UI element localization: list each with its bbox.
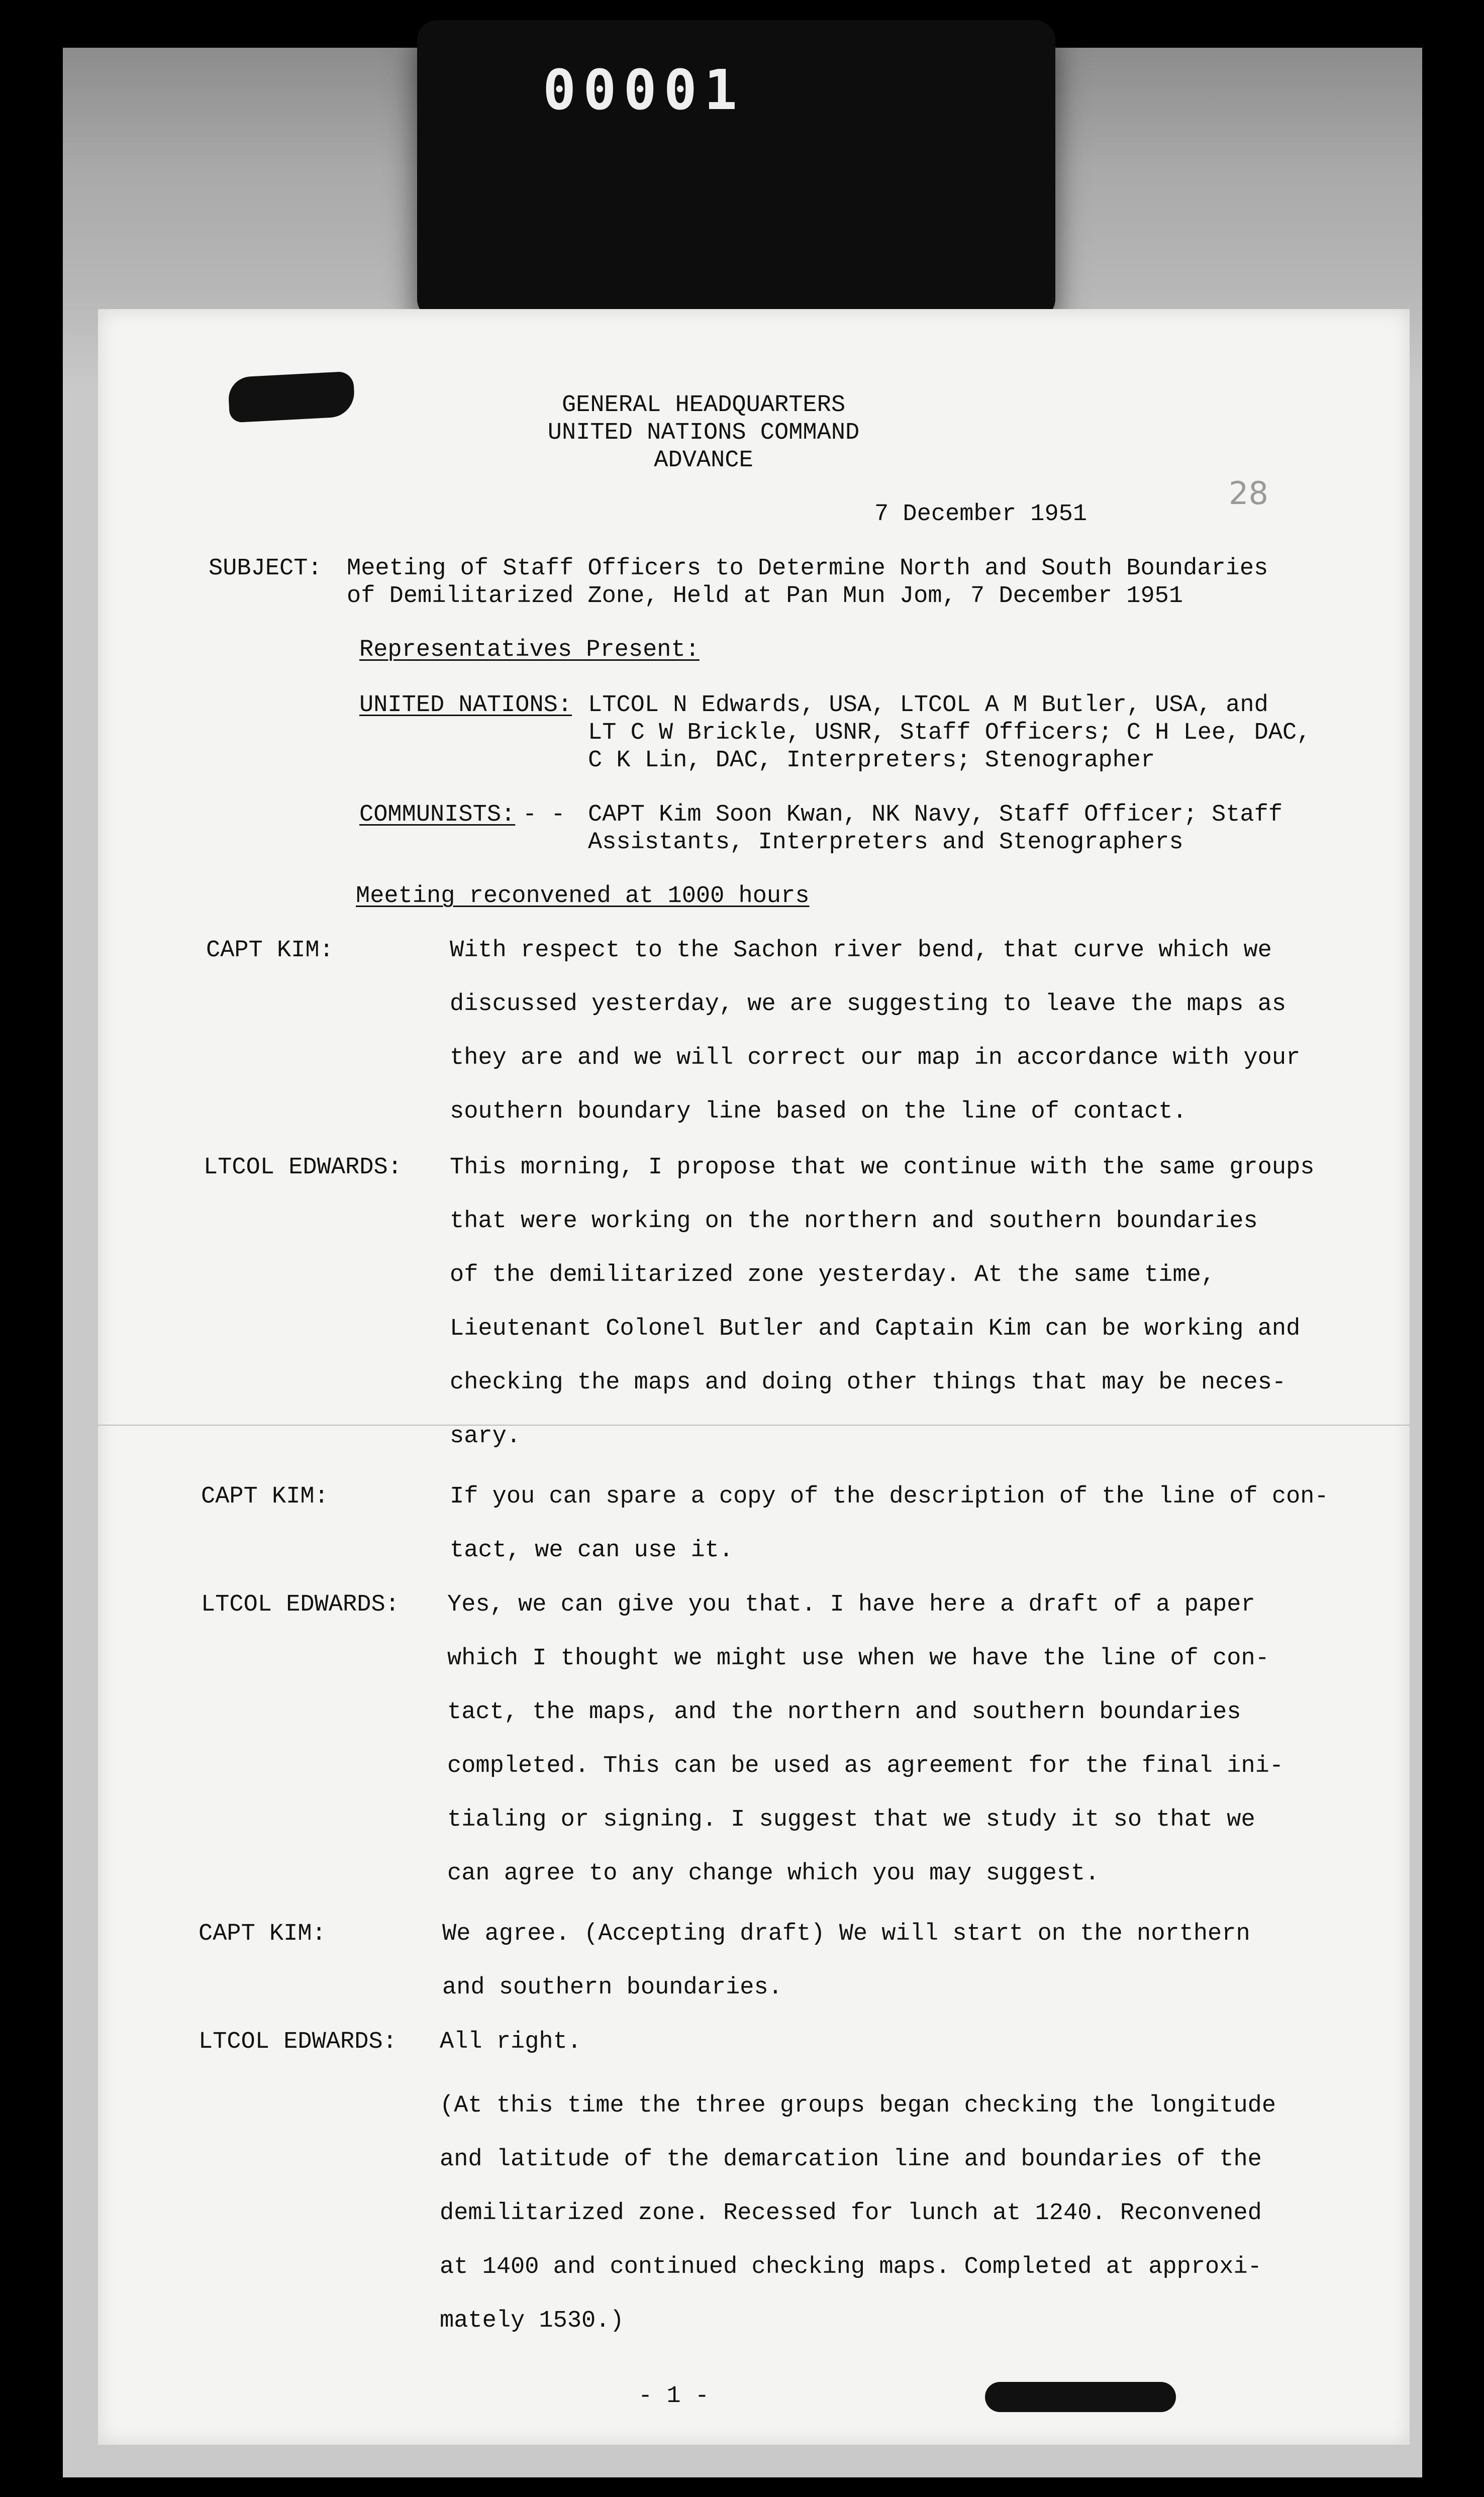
dialogue-line: demilitarized zone. Recessed for lunch at 1240. Reconvened <box>440 2200 1262 2227</box>
communists-line-2: Assistants, Interpreters and Stenographers <box>588 829 1183 856</box>
header-line-1: GENERAL HEADQUARTERS <box>561 392 846 419</box>
paper-fold-line <box>98 1425 1410 1426</box>
dialogue-line: southern boundary line based on the line of contact. <box>450 1098 1187 1125</box>
dialogue-line: checking the maps and doing other things that may be neces- <box>450 1369 1287 1396</box>
communists-dashes: - - <box>523 802 565 828</box>
dialogue-line: (At this time the three groups began checking the longitude <box>440 2092 1276 2119</box>
dialogue-line: mately 1530.) <box>440 2308 624 2334</box>
dialogue-line: can agree to any change which you may suggest. <box>447 1860 1100 1887</box>
un-line-1: LTCOL N Edwards, USA, LTCOL A M Butler, USA, and <box>588 692 1268 719</box>
dialogue-line: and southern boundaries. <box>442 1974 782 2001</box>
dialogue-line: tact, we can use it. <box>450 1537 734 1564</box>
speaker-label: LTCOL EDWARDS: <box>201 1591 400 1618</box>
dialogue-line: tialing or signing. I suggest that we study it so that we <box>447 1807 1255 1833</box>
speaker-label: CAPT KIM: <box>199 1921 326 1947</box>
dialogue-line: they are and we will correct our map in accordance with your <box>450 1045 1301 1071</box>
document-date: 7 December 1951 <box>874 501 1087 528</box>
dialogue-line: and latitude of the demarcation line and boundaries of the <box>440 2146 1262 2173</box>
frame-counter: 00001 <box>543 58 745 122</box>
header-line-2: UNITED NATIONS COMMAND <box>547 420 860 446</box>
dialogue-line: Yes, we can give you that. I have here a draft of a paper <box>447 1591 1255 1618</box>
header-line-3: ADVANCE <box>654 447 753 474</box>
dialogue-line: discussed yesterday, we are suggesting to leave the maps as <box>450 991 1287 1018</box>
dialogue-line: This morning, I propose that we continue with the same groups <box>450 1154 1315 1181</box>
dialogue-line: completed. This can be used as agreement for the final ini- <box>447 1753 1284 1779</box>
speaker-label: LTCOL EDWARDS: <box>204 1154 402 1181</box>
redaction-mark <box>228 371 355 423</box>
dialogue-line: at 1400 and continued checking maps. Completed at approxi- <box>440 2254 1262 2280</box>
subject-line-2: of Demilitarized Zone, Held at Pan Mun Jom, 7 December 1951 <box>347 583 1183 610</box>
page-number: - 1 - <box>638 2383 710 2410</box>
dialogue-line: sary. <box>450 1423 521 1450</box>
communists-label: COMMUNISTS: <box>359 802 516 828</box>
dialogue-line: With respect to the Sachon river bend, that curve which we <box>450 937 1272 964</box>
un-label: UNITED NATIONS: <box>359 692 572 719</box>
dialogue-line: If you can spare a copy of the description of the line of con- <box>450 1483 1329 1510</box>
speaker-label: CAPT KIM: <box>201 1483 329 1510</box>
dialogue-line: which I thought we might use when we have the line of con- <box>447 1645 1269 1672</box>
dialogue-line: tact, the maps, and the northern and southern boundaries <box>447 1699 1241 1726</box>
subject-line-1: Meeting of Staff Officers to Determine North and South Boundaries <box>347 555 1268 582</box>
meeting-heading: Meeting reconvened at 1000 hours <box>356 883 810 910</box>
dialogue-line: We agree. (Accepting draft) We will start on the northern <box>442 1921 1250 1947</box>
dialogue-line: that were working on the northern and southern boundaries <box>450 1208 1258 1235</box>
footer-redaction-mark <box>985 2382 1176 2412</box>
speaker-label: CAPT KIM: <box>206 937 334 964</box>
un-line-3: C K Lin, DAC, Interpreters; Stenographer <box>588 747 1155 774</box>
page-mark: 28 <box>1229 475 1268 512</box>
representatives-heading: Representatives Present: <box>359 637 700 663</box>
dialogue-line: Lieutenant Colonel Butler and Captain Kim can be working and <box>450 1316 1301 1342</box>
subject-label: SUBJECT: <box>209 555 322 582</box>
speaker-label: LTCOL EDWARDS: <box>199 2029 397 2055</box>
communists-line-1: CAPT Kim Soon Kwan, NK Navy, Staff Officer; Staff <box>588 802 1283 828</box>
un-line-2: LT C W Brickle, USNR, Staff Officers; C H Lee, DAC, <box>588 720 1311 746</box>
dialogue-line: of the demilitarized zone yesterday. At the same time, <box>450 1262 1216 1288</box>
dialogue-line: All right. <box>440 2029 582 2055</box>
